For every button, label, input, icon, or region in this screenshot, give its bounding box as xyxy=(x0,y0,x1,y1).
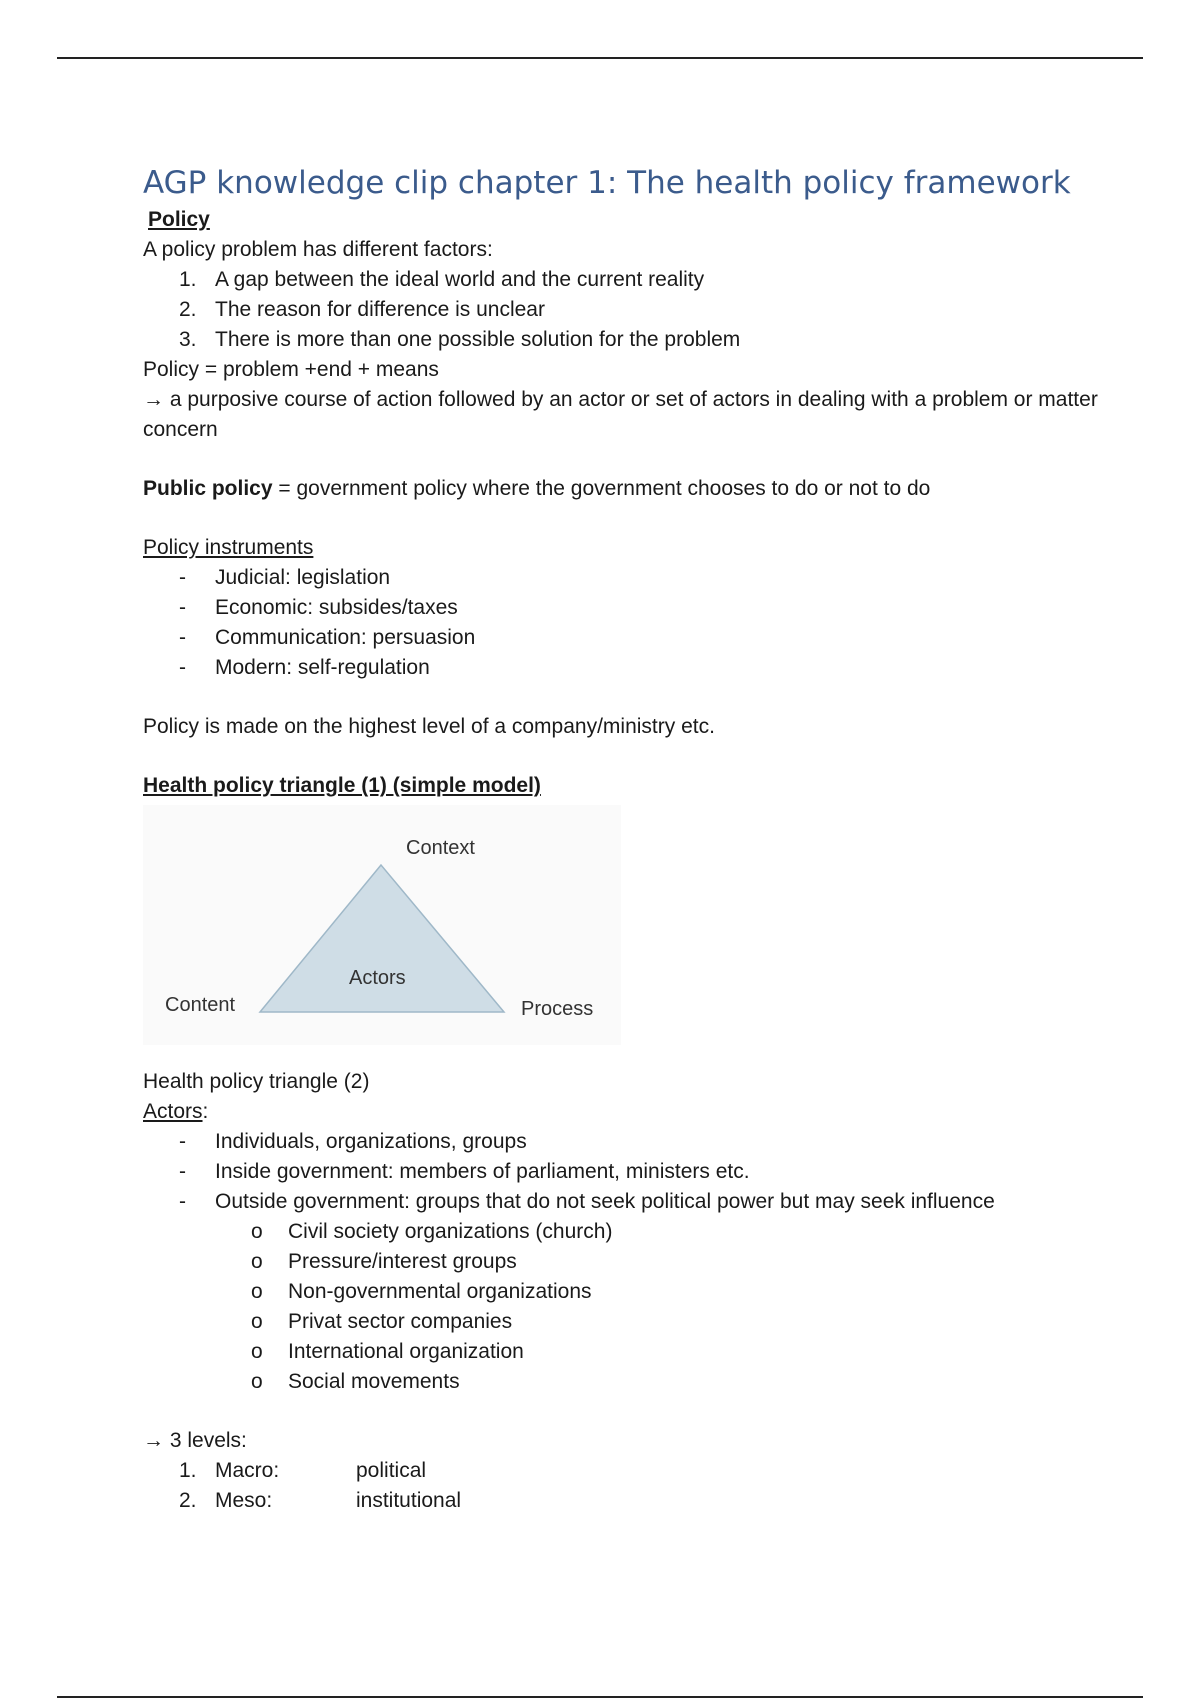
page-title: AGP knowledge clip chapter 1: The health policy framework xyxy=(143,165,1071,201)
public-policy-definition: Public policy = government policy where the government chooses to do or not to do xyxy=(143,477,931,500)
list-item: - Economic: subsides/taxes xyxy=(179,596,458,619)
label-context: Context xyxy=(406,837,475,859)
instrument-list xyxy=(143,563,1103,683)
list-item: - Modern: self-regulation xyxy=(179,656,430,679)
list-item: o Civil society organizations (church) xyxy=(251,1220,613,1243)
list-item: - Inside government: members of parliament, ministers etc. xyxy=(179,1160,750,1183)
section-heading-triangle-2: Health policy triangle (2) xyxy=(143,1070,370,1093)
list-item: 2. The reason for difference is unclear xyxy=(179,298,545,321)
policy-level-note: Policy is made on the highest level of a company/ministry etc. xyxy=(143,715,715,738)
label-process: Process xyxy=(521,998,594,1020)
factor-list xyxy=(143,265,1103,355)
list-item: 1. Macro: political xyxy=(179,1459,427,1482)
actors-heading: Actors: xyxy=(143,1100,209,1123)
list-item: 1. A gap between the ideal world and the current reality xyxy=(179,268,705,291)
public-policy-term: Public policy xyxy=(143,477,273,500)
actor-list xyxy=(143,1127,1103,1217)
list-item: o Social movements xyxy=(251,1370,460,1393)
list-item: - Outside government: groups that do not seek political power but may seek influence xyxy=(179,1190,995,1213)
policy-equation: Policy = problem +end + means xyxy=(143,358,439,381)
section-heading-instruments: Policy instruments xyxy=(143,536,314,559)
label-content: Content xyxy=(165,994,236,1016)
outside-government-list xyxy=(143,1217,1103,1397)
list-item: - Communication: persuasion xyxy=(179,626,476,649)
list-item: 3. There is more than one possible solution for the problem xyxy=(179,328,741,351)
levels-list xyxy=(143,1456,1103,1516)
levels-intro: → 3 levels: xyxy=(143,1429,247,1452)
section-heading-policy: Policy xyxy=(148,208,210,231)
list-item: o Pressure/interest groups xyxy=(251,1250,517,1273)
policy-definition: → a purposive course of action followed by an actor or set of actors in dealing with a problem or matter concern xyxy=(143,388,1098,441)
list-item: o Non-governmental organizations xyxy=(251,1280,592,1303)
header-rule xyxy=(57,57,1143,59)
list-item: - Individuals, organizations, groups xyxy=(179,1130,527,1153)
section-heading-triangle-1: Health policy triangle (1) (simple model) xyxy=(143,774,541,797)
policy-intro: A policy problem has different factors: xyxy=(143,238,493,261)
health-policy-triangle-figure xyxy=(143,805,621,1045)
label-actors: Actors xyxy=(349,967,406,989)
footer-rule xyxy=(57,1696,1143,1698)
list-item: - Judicial: legislation xyxy=(179,566,391,589)
list-item: o International organization xyxy=(251,1340,524,1363)
list-item: o Privat sector companies xyxy=(251,1310,513,1333)
list-item: 2. Meso: institutional xyxy=(179,1489,462,1512)
document-body xyxy=(143,164,1103,1516)
